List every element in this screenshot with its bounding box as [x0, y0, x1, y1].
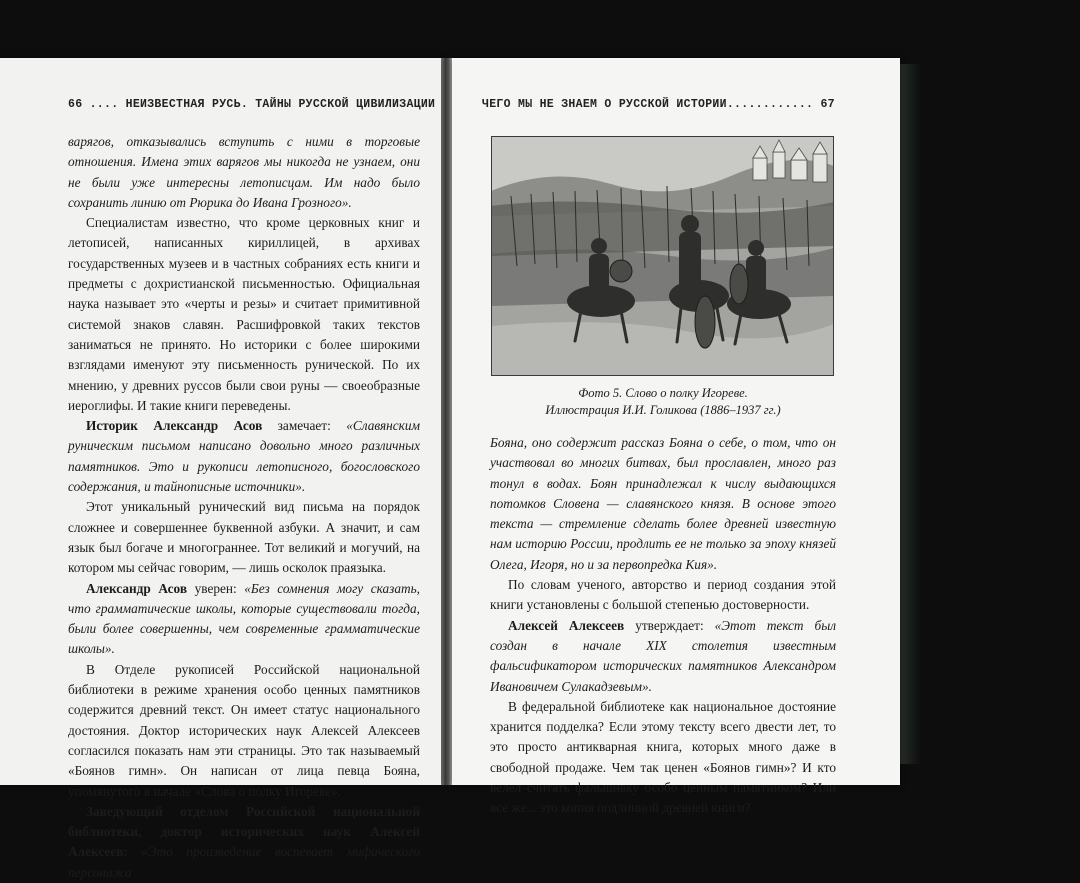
quote: «Это произведение воспевает мифического персонажа [68, 844, 420, 880]
speaker-name: Заведующий отделом Российской национальной библиотеки, доктор исторических наук Алексей Алексеев: [68, 803, 420, 860]
left-paragraph-6: В Отделе рукописей Российской национальной библиотеки в режиме хранения особо ценных памятников содержится древний текст. Он имеет статус национального достояния. Доктор исторических наук Алексей Алексеев согласился показать нам эти страницы. Это так называемый «Боянов гимн». Он написан от лица певца Бояна, упомянутого в начале «Слова о полку Игореве». [68, 661, 420, 799]
right-running-title: ЧЕГО МЫ НЕ ЗНАЕМ О РУССКОЙ ИСТОРИИ............ [482, 98, 814, 111]
battle-illustration [491, 136, 834, 376]
illustration-caption [490, 385, 836, 419]
left-paragraph-5 [68, 579, 420, 660]
right-paragraph-3 [490, 616, 836, 697]
speaker-name: Историк Александр Асов [86, 418, 263, 434]
speaker-name: Александр Асов [86, 580, 188, 596]
left-running-head [68, 98, 435, 111]
caption-line-2: Иллюстрация И.И. Голикова (1886–1937 гг.) [545, 403, 781, 417]
right-body-text [490, 433, 836, 819]
right-paragraph-1: Бояна, оно содержит рассказ Бояна о себе, о том, что он участвовал во многих битвах, был прославлен, много раз тонул в водах. Боян принадлежал к числу выдающихся потомков Словена — славянского князя. В основе этого текста — стремление сделать более древней известную нам историю России, продлить ее не только за эпоху князей Олега, Игоря, но и за первопредка Кия». [490, 435, 836, 572]
right-paragraph-4: В федеральной библиотеке как национальное достояние хранится подделка? Если этому тексту всего двести лет, то это просто антикварная книга, которых много даже в свободной продаже. Чем так ценен «Боянов гимн»? И кто велел считать фальшивку особо ценным памятником? Или все же... это копия подлинной древней книги? [490, 698, 836, 816]
book-cover-edge [900, 64, 922, 764]
right-running-head [482, 98, 835, 111]
left-paragraph-2: Специалистам известно, что кроме церковных книг и летописей, написанных кириллицей, в архивах государственных музеев и в частных собраниях есть книги и предметы с дохристианской письменностью. Официальная наука называет это «черты и резы» и считает примитивной системой знаков славян. Расшифровкой таких текстов заниматься не принято. Но историки с более широкими взглядами именуют эту письменность рунической. По их мнению, у древних руссов были свои руны — своеобразные иероглифы. И такие книги переведены. [68, 215, 420, 413]
quote: «Этот текст был создан в начале XIX столетия известным фальсификатором исторических памятников Александром Ивановичем Сулакадзевым». [490, 617, 836, 694]
left-body-text [68, 132, 420, 883]
left-running-title: .... НЕИЗВЕСТНАЯ РУСЬ. ТАЙНЫ РУССКОЙ ЦИВИЛИЗАЦИИ [89, 98, 436, 111]
caption-line-1: Фото 5. Слово о полку Игореве. [578, 386, 748, 400]
left-paragraph-1: варягов, отказывались вступить с ними в торговые отношения. Имена этих варягов мы никогда не узнаем, они не были уже интересны летописцам. Им надо было сохранить линию от Рюрика до Ивана Грозного». [68, 134, 420, 210]
speaker-name: Алексей Алексеев [508, 617, 625, 633]
book-gutter [441, 58, 452, 785]
speech-verb: замечает: [262, 418, 347, 434]
right-paragraph-2: По словам ученого, авторство и период создания этой книги установлены с большой степенью достоверности. [490, 577, 836, 613]
left-page [0, 58, 441, 880]
speech-verb: уверен: [187, 580, 245, 596]
left-paragraph-4: Этот уникальный рунический вид письма на порядок сложнее и совершеннее буквенной азбуки. А значит, и сам язык был богаче и многограннее. Тот великий и могучий, на котором мы сейчас говорим, — лишь осколок праязыка. [68, 499, 420, 576]
quote: «Без сомнения могу сказать, что грамматические школы, которые существовали тогда, были более совершенны, чем современные грамматические школы». [68, 580, 420, 657]
left-page-number: 66 [68, 98, 83, 111]
speech-verb: утверждает: [624, 617, 715, 633]
left-paragraph-7 [68, 802, 420, 883]
left-paragraph-3 [68, 416, 420, 497]
right-page [452, 58, 900, 816]
quote: «Славянским руническим письмом написано довольно много различных памятников. Это и рукописи летописного, богословского содержания, и тайнописные источники». [68, 418, 420, 495]
right-page-number: 67 [820, 98, 835, 111]
